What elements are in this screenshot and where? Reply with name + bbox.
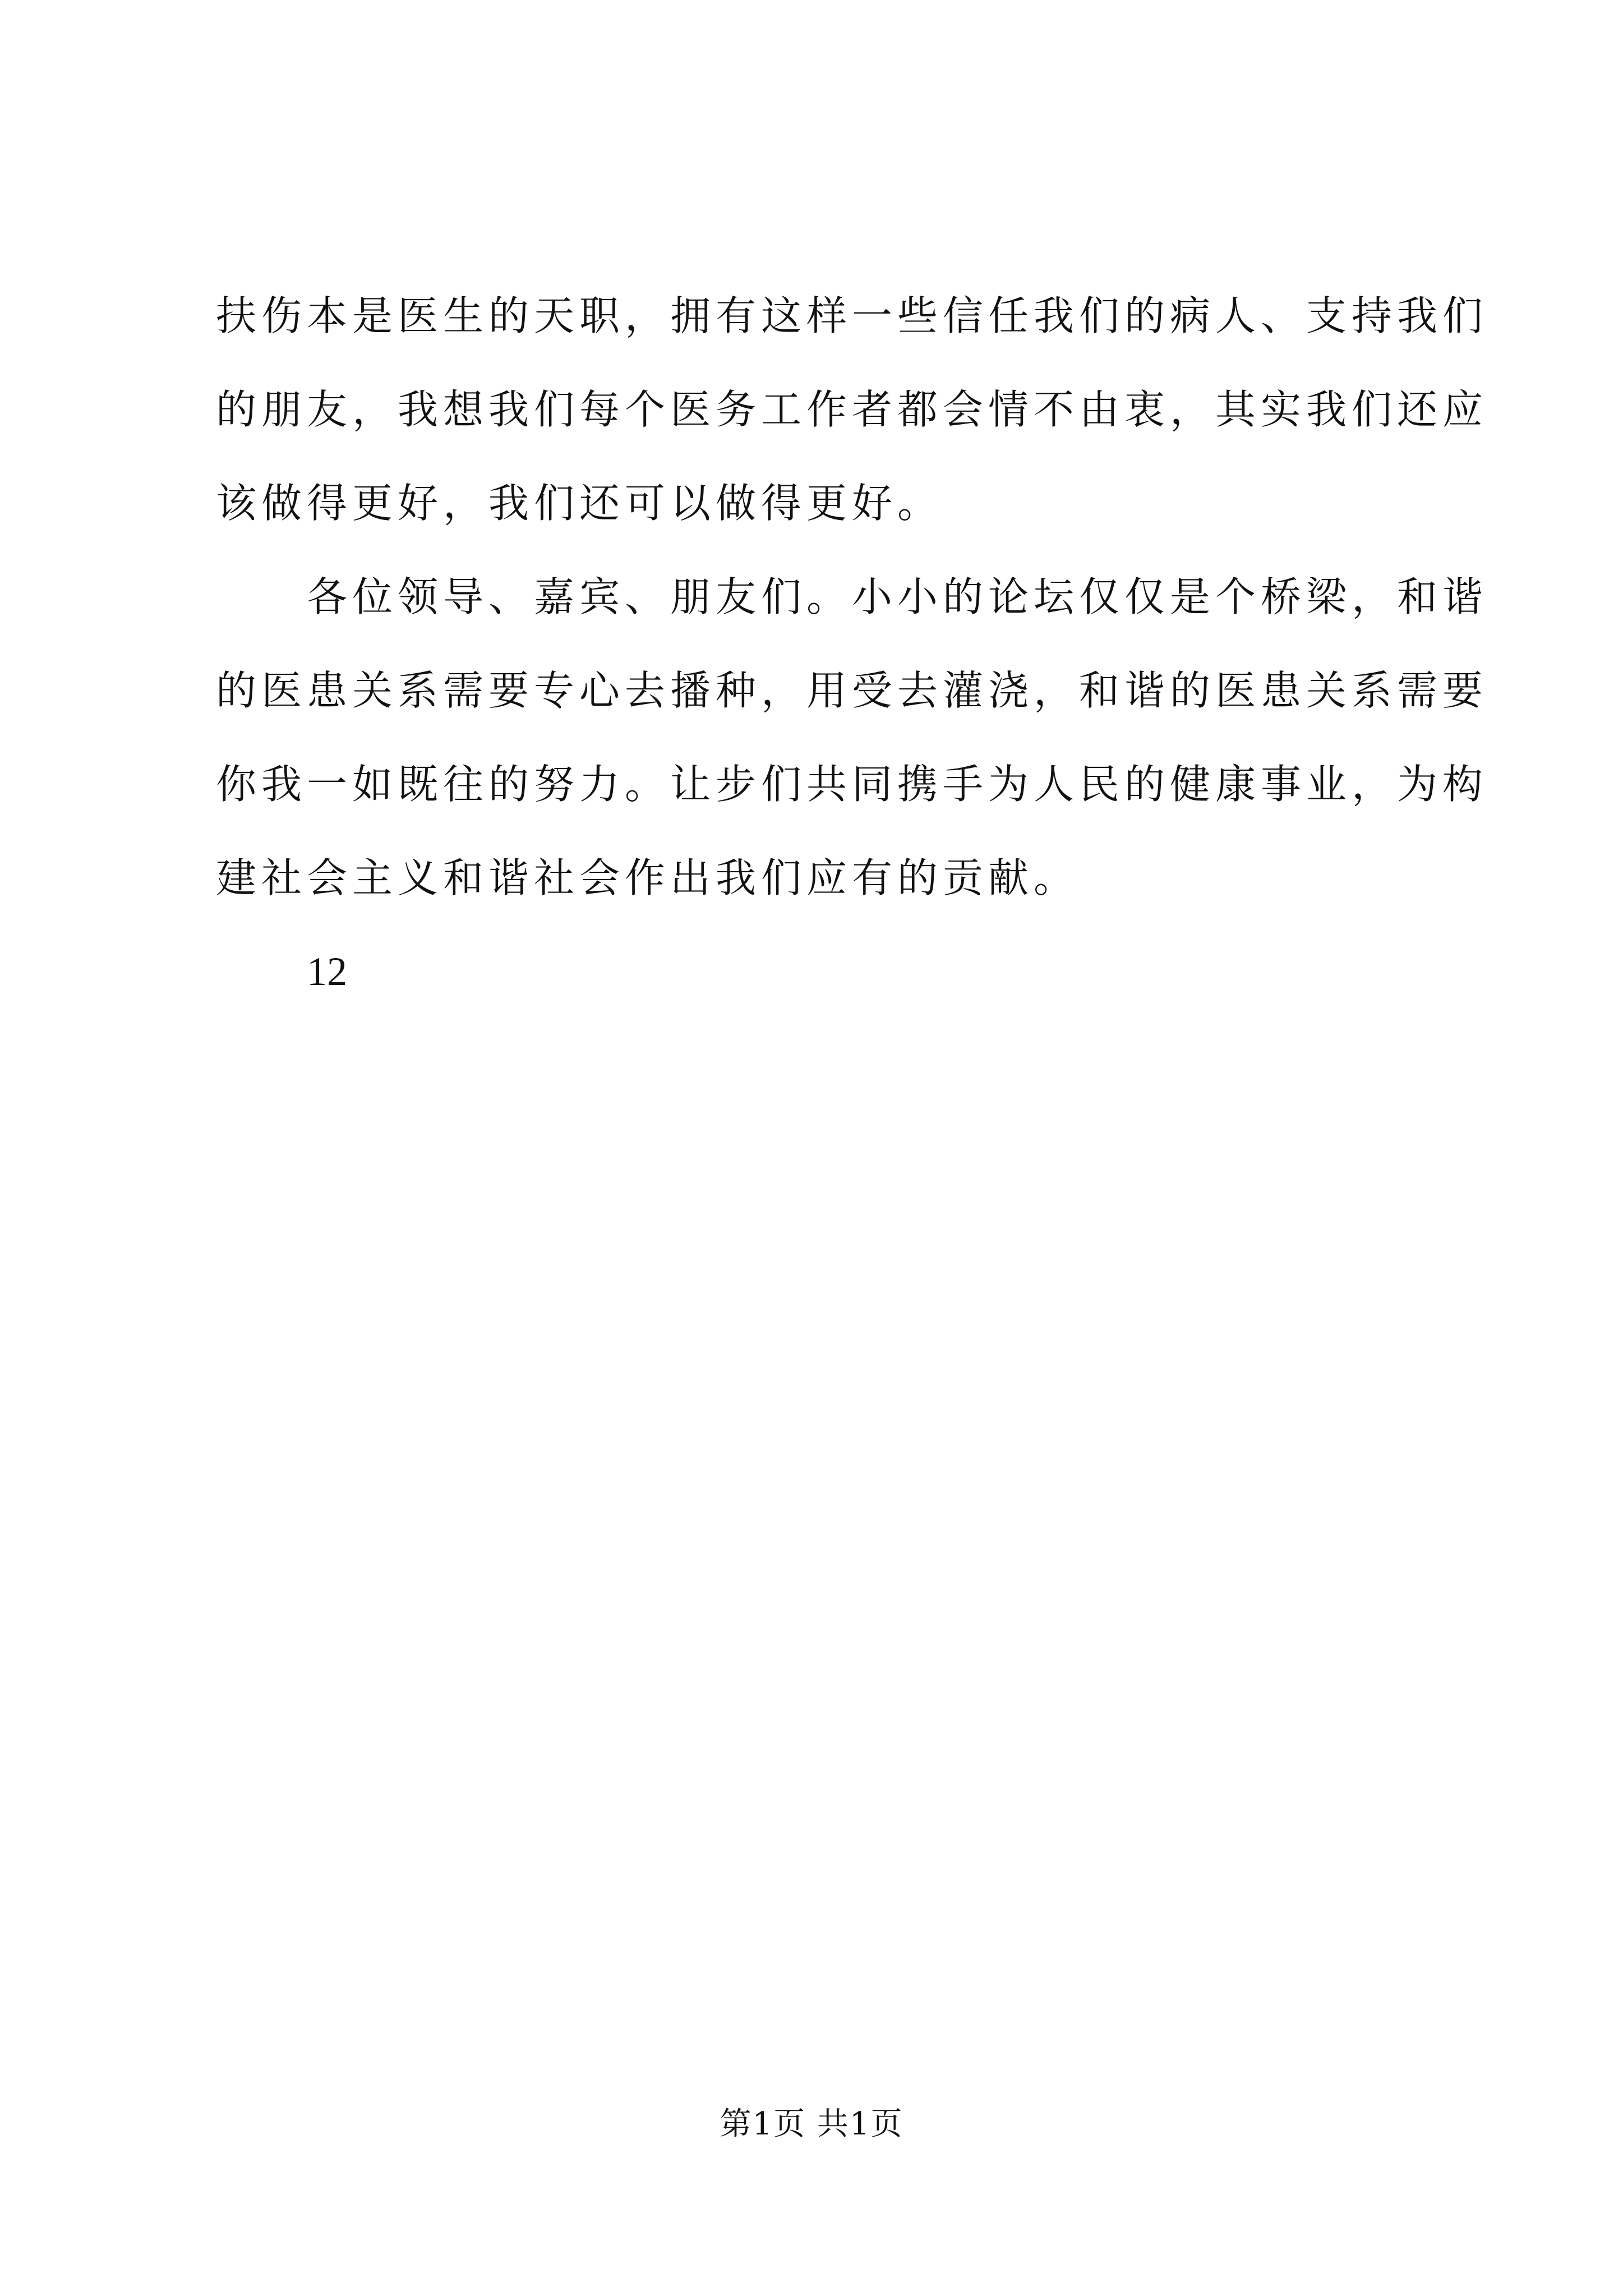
page-footer: 第1页 共1页: [720, 2106, 903, 2142]
paragraph-line: 各位领导、嘉宾、朋友们。小小的论坛仅仅是个桥梁，和谐: [307, 573, 1488, 620]
paragraph-line: 该做得更好，我们还可以做得更好。: [216, 480, 943, 527]
paragraph-line: 的朋友，我想我们每个医务工作者都会情不由衷，其实我们还应: [216, 386, 1488, 433]
paragraph-line: 的医患关系需要专心去播种，用受去灌浇，和谐的医患关系需要: [216, 667, 1488, 714]
paragraph-1: [216, 269, 1488, 550]
paragraph-line: 建社会主义和谐社会作出我们应有的贡献。: [216, 854, 1080, 901]
paragraph-2: [216, 550, 1488, 925]
paragraph-line: 你我一如既往的努力。让步们共同携手为人民的健康事业，为构: [216, 761, 1488, 808]
trailing-text: 12: [307, 949, 347, 994]
document-body: [216, 269, 1488, 1019]
paragraph-line: 扶伤本是医生的天职，拥有这样一些信任我们的病人、支持我们: [216, 292, 1488, 339]
